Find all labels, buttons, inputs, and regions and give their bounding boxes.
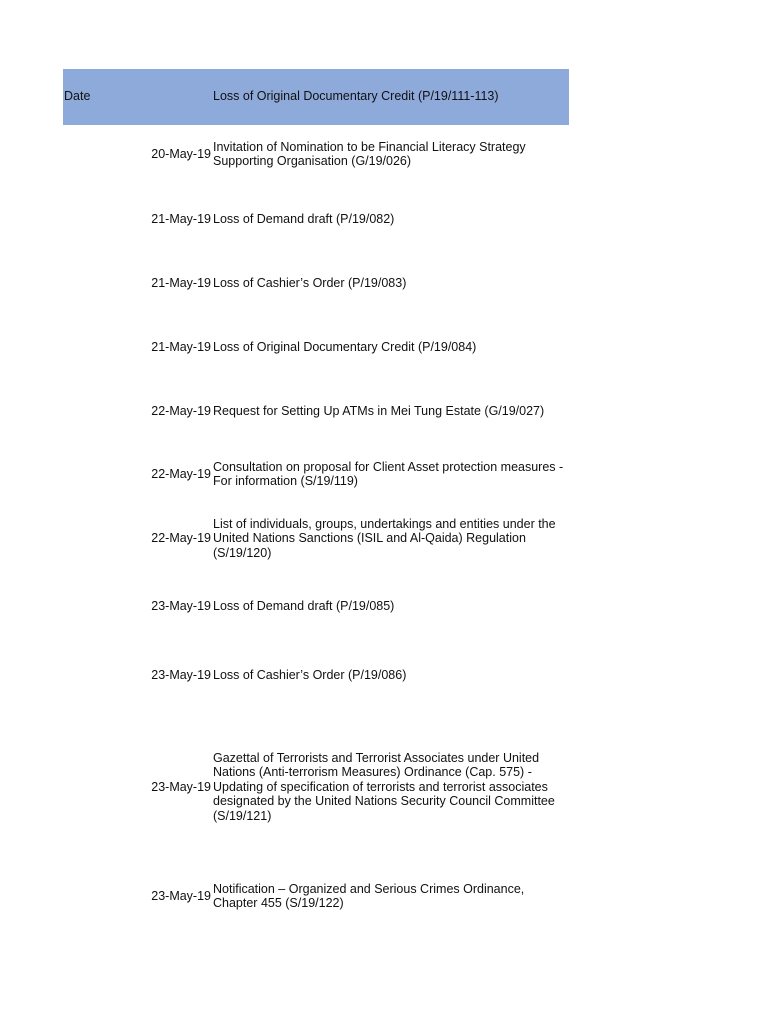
column-header-title: Loss of Original Documentary Credit (P/19/111-113) — [213, 89, 499, 103]
table-row — [63, 460, 569, 489]
row-date: 21-May-19 — [151, 276, 211, 290]
table-row — [63, 340, 569, 354]
table-row — [63, 599, 569, 613]
row-date: 21-May-19 — [151, 212, 211, 226]
row-date: 23-May-19 — [151, 889, 211, 904]
row-title: Consultation on proposal for Client Asset protection measures - For information (S/19/119) — [213, 460, 564, 489]
table-row — [63, 140, 569, 169]
table-row — [63, 751, 569, 823]
row-title: Loss of Cashier’s Order (P/19/086) — [213, 668, 407, 682]
row-title: Invitation of Nomination to be Financial Literacy Strategy Supporting Organisation (G/19/026) — [213, 140, 526, 169]
row-title: Request for Setting Up ATMs in Mei Tung Estate (G/19/027) — [213, 404, 545, 418]
row-title: Gazettal of Terrorists and Terrorist Associates under United Nations (Anti-terrorism Measures) Ordinance (Cap. 575) - Updating of specification of terrorists and terrorist associates designated by the United Nations Security Council Committee (S/19/121) — [213, 751, 555, 823]
row-date: 23-May-19 — [151, 668, 211, 682]
row-title: Loss of Original Documentary Credit (P/19/084) — [213, 340, 477, 354]
table-row — [63, 404, 569, 418]
table-row — [63, 276, 569, 290]
row-title: Loss of Demand draft (P/19/085) — [213, 599, 395, 613]
row-date: 22-May-19 — [151, 404, 211, 418]
row-date: 22-May-19 — [151, 467, 211, 482]
row-title: List of individuals, groups, undertakings and entities under the United Nations Sanctions (ISIL and Al-Qaida) Regulation (S/19/120) — [213, 517, 556, 560]
table-header — [63, 69, 569, 125]
circulars-table — [63, 69, 569, 125]
row-title: Loss of Demand draft (P/19/082) — [213, 212, 395, 226]
row-date: 22-May-19 — [151, 531, 211, 546]
row-title: Loss of Cashier’s Order (P/19/083) — [213, 276, 407, 290]
column-header-date: Date — [64, 89, 91, 103]
row-date: 23-May-19 — [151, 599, 211, 613]
row-date: 23-May-19 — [151, 779, 211, 794]
row-title: Notification – Organized and Serious Crimes Ordinance, Chapter 455 (S/19/122) — [213, 882, 525, 911]
table-row — [63, 517, 569, 560]
row-date: 20-May-19 — [151, 147, 211, 162]
table-row — [63, 668, 569, 682]
table-row — [63, 212, 569, 226]
row-date: 21-May-19 — [151, 340, 211, 354]
table-row — [63, 882, 569, 911]
